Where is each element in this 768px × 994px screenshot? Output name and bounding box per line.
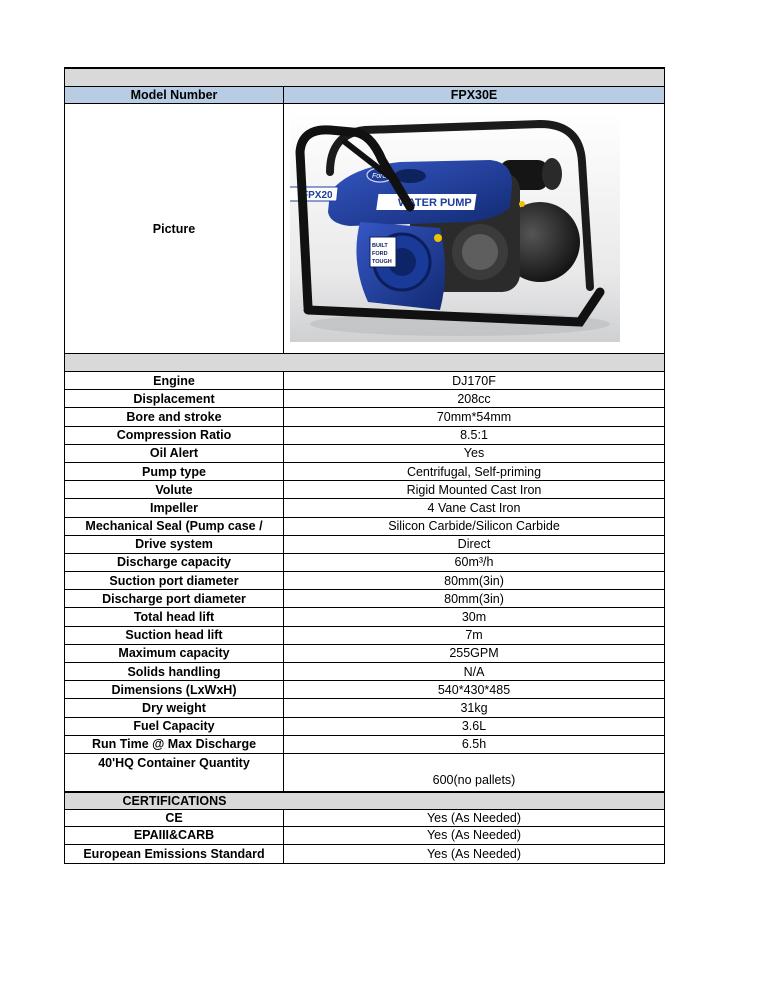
spec-row <box>65 699 664 717</box>
spec-row <box>65 627 664 645</box>
spec-value: 80mm(3in) <box>444 591 504 606</box>
spec-label: Solids handling <box>65 663 284 680</box>
spec-row <box>65 645 664 663</box>
spec-value: 6.5h <box>461 737 487 752</box>
spec-label: Mechanical Seal (Pump case / <box>65 518 284 535</box>
spec-label: Discharge port diameter <box>65 590 284 607</box>
spec-label: Suction port diameter <box>65 572 284 589</box>
certification-row <box>65 827 664 845</box>
model-number-label: Model Number <box>65 87 284 103</box>
container-row <box>65 754 664 791</box>
ford-oval-text: Ford <box>372 173 387 180</box>
spec-value: 70mm*54mm <box>436 409 512 424</box>
spec-value: 3.6L <box>461 719 487 734</box>
container-value: 600(no pallets) <box>432 772 516 787</box>
spec-row <box>65 536 664 554</box>
picture-label: Picture <box>65 104 284 353</box>
spec-label: Displacement <box>65 390 284 407</box>
certification-row <box>65 809 664 827</box>
spec-value: Centrifugal, Self-priming <box>406 464 542 479</box>
svg-text:TOUGH: TOUGH <box>372 259 392 265</box>
certifications-title: CERTIFICATIONS <box>122 793 227 808</box>
spec-value: 208cc <box>457 391 491 406</box>
spec-value: 30m <box>461 610 487 625</box>
spec-value: 8.5:1 <box>460 428 488 443</box>
spec-label: Pump type <box>65 463 284 480</box>
spec-row <box>65 390 664 408</box>
spec-label: Dry weight <box>65 699 284 716</box>
certification-value: Yes (As Needed) <box>426 828 522 843</box>
spec-label: Discharge capacity <box>65 554 284 571</box>
spec-row <box>65 427 664 445</box>
spec-label: Run Time @ Max Discharge <box>65 736 284 753</box>
spec-label: Fuel Capacity <box>65 718 284 735</box>
spec-value: N/A <box>463 664 485 679</box>
svg-text:FORD: FORD <box>372 251 388 257</box>
spec-label: Engine <box>65 372 284 389</box>
spec-row <box>65 408 664 426</box>
spec-label: Maximum capacity <box>65 645 284 662</box>
spec-label: Dimensions (LxWxH) <box>65 681 284 698</box>
water-pump-image <box>290 112 620 342</box>
container-label: 40'HQ Container Quantity <box>65 754 284 791</box>
spec-row <box>65 518 664 536</box>
spec-label: Drive system <box>65 536 284 553</box>
certification-row <box>65 845 664 863</box>
spec-value: Silicon Carbide/Silicon Carbide <box>388 519 560 534</box>
picture-cell <box>284 104 664 353</box>
spec-row <box>65 445 664 463</box>
spec-value: 255GPM <box>449 646 499 661</box>
spec-value: 4 Vane Cast Iron <box>427 500 521 515</box>
certification-label: CE <box>65 810 284 826</box>
certification-value: Yes (As Needed) <box>426 846 522 861</box>
spec-value: 540*430*485 <box>437 682 511 697</box>
spec-label: Bore and stroke <box>65 408 284 425</box>
certification-value: Yes (As Needed) <box>426 810 522 825</box>
spec-value: Rigid Mounted Cast Iron <box>406 482 542 497</box>
spec-row <box>65 681 664 699</box>
spec-label: Compression Ratio <box>65 427 284 444</box>
certifications-table <box>64 809 665 864</box>
spec-row <box>65 608 664 626</box>
top-band <box>64 67 665 86</box>
spec-row <box>65 736 664 754</box>
certifications-header <box>64 792 665 809</box>
model-number-value: FPX30E <box>450 88 498 102</box>
spec-row <box>65 372 664 390</box>
spec-value: Direct <box>457 537 491 552</box>
spec-row <box>65 499 664 517</box>
fpx-badge-text: FPX20 <box>302 190 333 201</box>
header-row <box>64 86 665 104</box>
spec-label: Impeller <box>65 499 284 516</box>
certification-label: EPAIII&CARB <box>65 827 284 844</box>
spec-label: Volute <box>65 481 284 498</box>
spec-row <box>65 718 664 736</box>
certification-label: European Emissions Standard <box>65 845 284 863</box>
spec-label: Suction head lift <box>65 627 284 644</box>
spec-value: 60m³/h <box>454 555 494 570</box>
middle-band <box>64 354 665 371</box>
spec-row <box>65 572 664 590</box>
spec-row <box>65 590 664 608</box>
spec-label: Oil Alert <box>65 445 284 462</box>
spec-value: Yes <box>463 446 485 461</box>
spec-value: 7m <box>465 628 483 643</box>
decal-text: WATER PUMP <box>398 197 472 209</box>
spec-row <box>65 554 664 572</box>
spec-row <box>65 481 664 499</box>
spec-row <box>65 463 664 481</box>
spec-value: 80mm(3in) <box>444 573 504 588</box>
spec-row <box>65 663 664 681</box>
picture-row <box>64 104 665 354</box>
spec-value: 31kg <box>460 700 488 715</box>
spec-table <box>64 371 665 792</box>
spec-value: DJ170F <box>452 373 496 388</box>
spec-label: Total head lift <box>65 608 284 625</box>
svg-text:BUILT: BUILT <box>372 243 388 249</box>
spec-sheet <box>64 67 665 864</box>
